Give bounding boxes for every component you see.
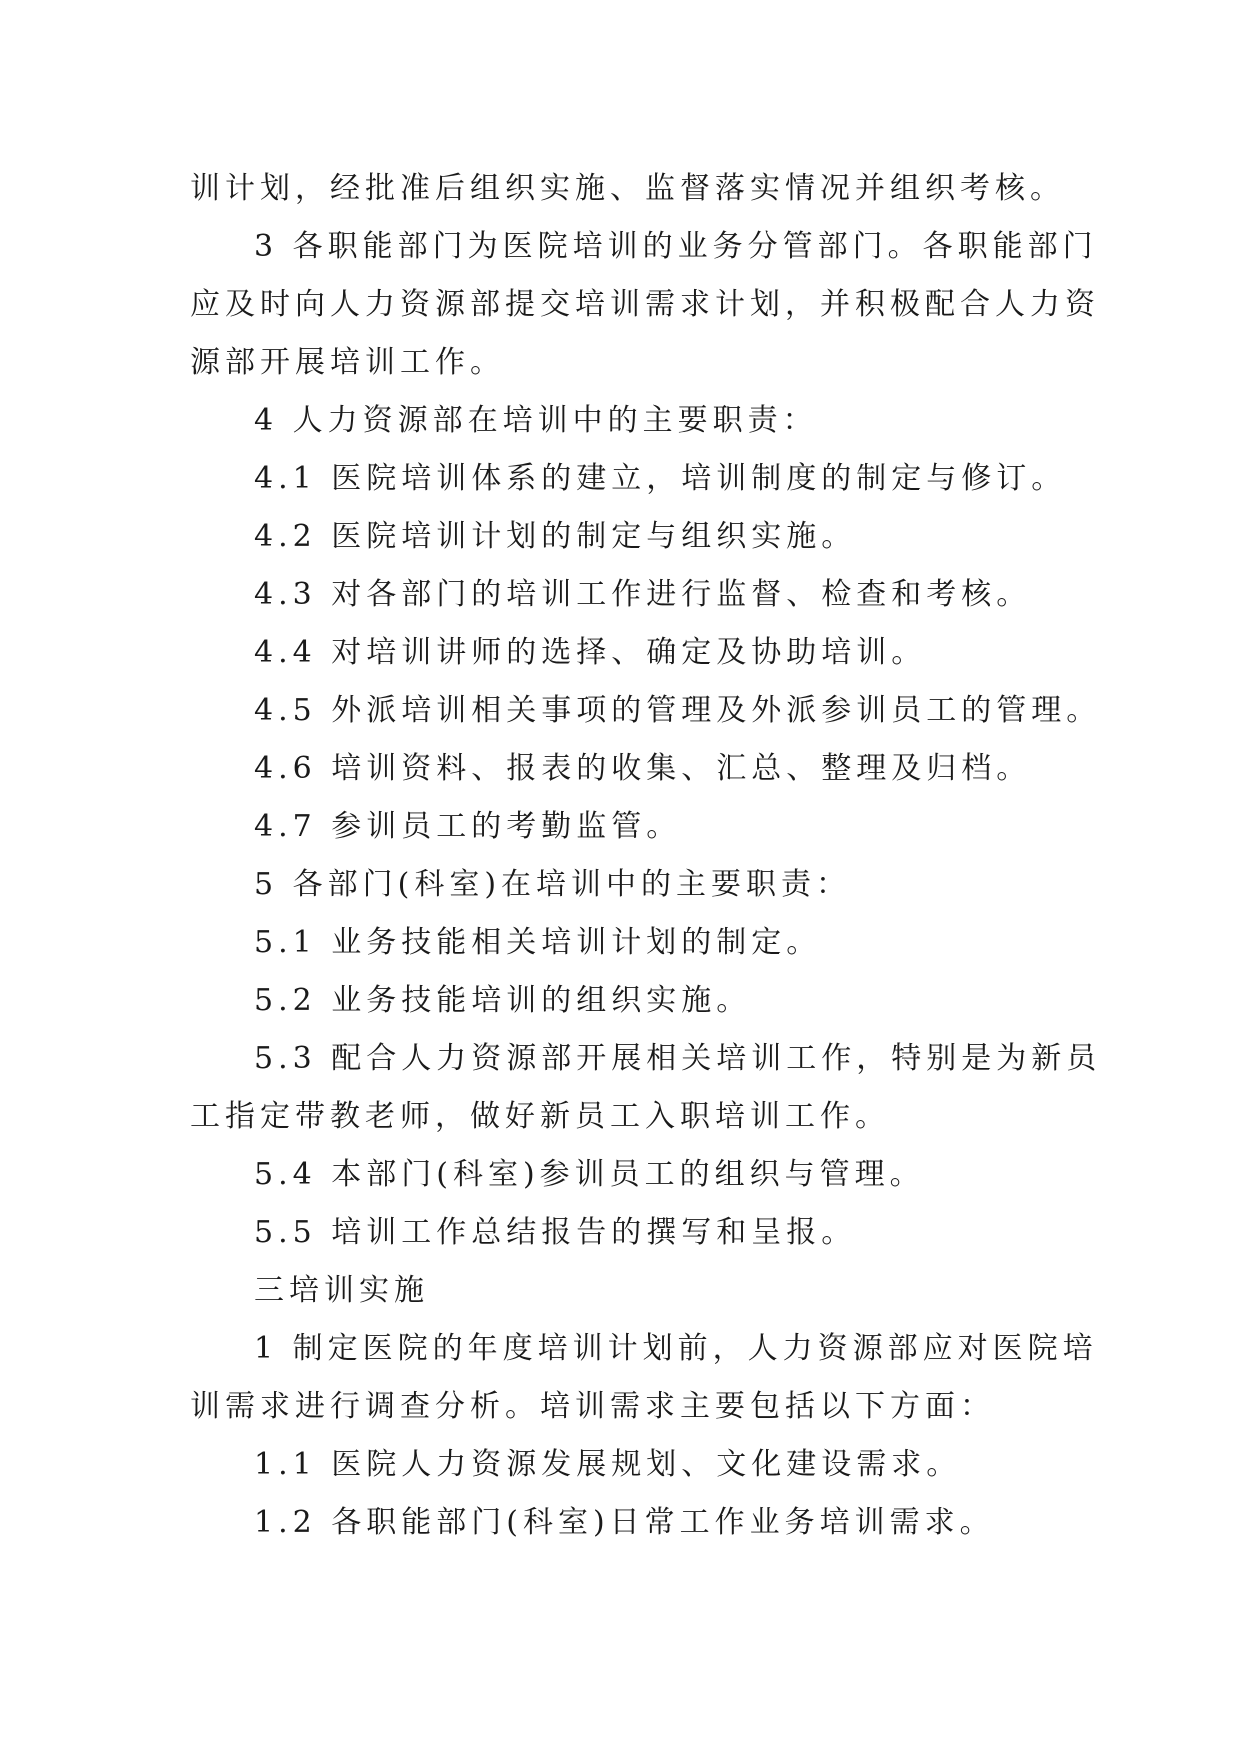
text-line: 1 制定医院的年度培训计划前，人力资源部应对医院培 <box>254 1331 1098 1366</box>
text-line: 4 人力资源部在培训中的主要职责： <box>254 403 818 438</box>
text-line: 源部开展培训工作。 <box>190 345 505 380</box>
text-line: 三培训实施 <box>254 1273 429 1308</box>
text-line: 1.2 各职能部门(科室)日常工作业务培训需求。 <box>254 1505 995 1540</box>
text-line: 4.4 对培训讲师的选择、确定及协助培训。 <box>254 635 927 670</box>
text-line: 5.2 业务技能培训的组织实施。 <box>254 983 752 1018</box>
text-line: 4.5 外派培训相关事项的管理及外派参训员工的管理。 <box>254 693 1102 728</box>
text-line: 4.7 参训员工的考勤监管。 <box>254 809 682 844</box>
text-line: 5.3 配合人力资源部开展相关培训工作，特别是为新员 <box>254 1041 1102 1076</box>
text-line: 5.5 培训工作总结报告的撰写和呈报。 <box>254 1215 857 1250</box>
text-line: 3 各职能部门为医院培训的业务分管部门。各职能部门 <box>254 229 1098 264</box>
text-line: 5 各部门(科室)在培训中的主要职责： <box>254 867 852 902</box>
text-line: 4.3 对各部门的培训工作进行监督、检查和考核。 <box>254 577 1032 612</box>
text-line: 5.1 业务技能相关培训计划的制定。 <box>254 925 822 960</box>
document-body <box>190 160 1102 1552</box>
text-line: 4.6 培训资料、报表的收集、汇总、整理及归档。 <box>254 751 1032 786</box>
text-line: 4.1 医院培训体系的建立，培训制度的制定与修订。 <box>254 461 1067 496</box>
text-line: 1.1 医院人力资源发展规划、文化建设需求。 <box>254 1447 962 1482</box>
text-line: 训需求进行调查分析。培训需求主要包括以下方面： <box>190 1389 995 1424</box>
text-line: 工指定带教老师，做好新员工入职培训工作。 <box>190 1099 890 1134</box>
text-line: 应及时向人力资源部提交培训需求计划，并积极配合人力资 <box>190 287 1100 322</box>
text-line: 5.4 本部门(科室)参训员工的组织与管理。 <box>254 1157 925 1192</box>
text-line: 4.2 医院培训计划的制定与组织实施。 <box>254 519 857 554</box>
text-line: 训计划，经批准后组织实施、监督落实情况并组织考核。 <box>190 171 1065 206</box>
